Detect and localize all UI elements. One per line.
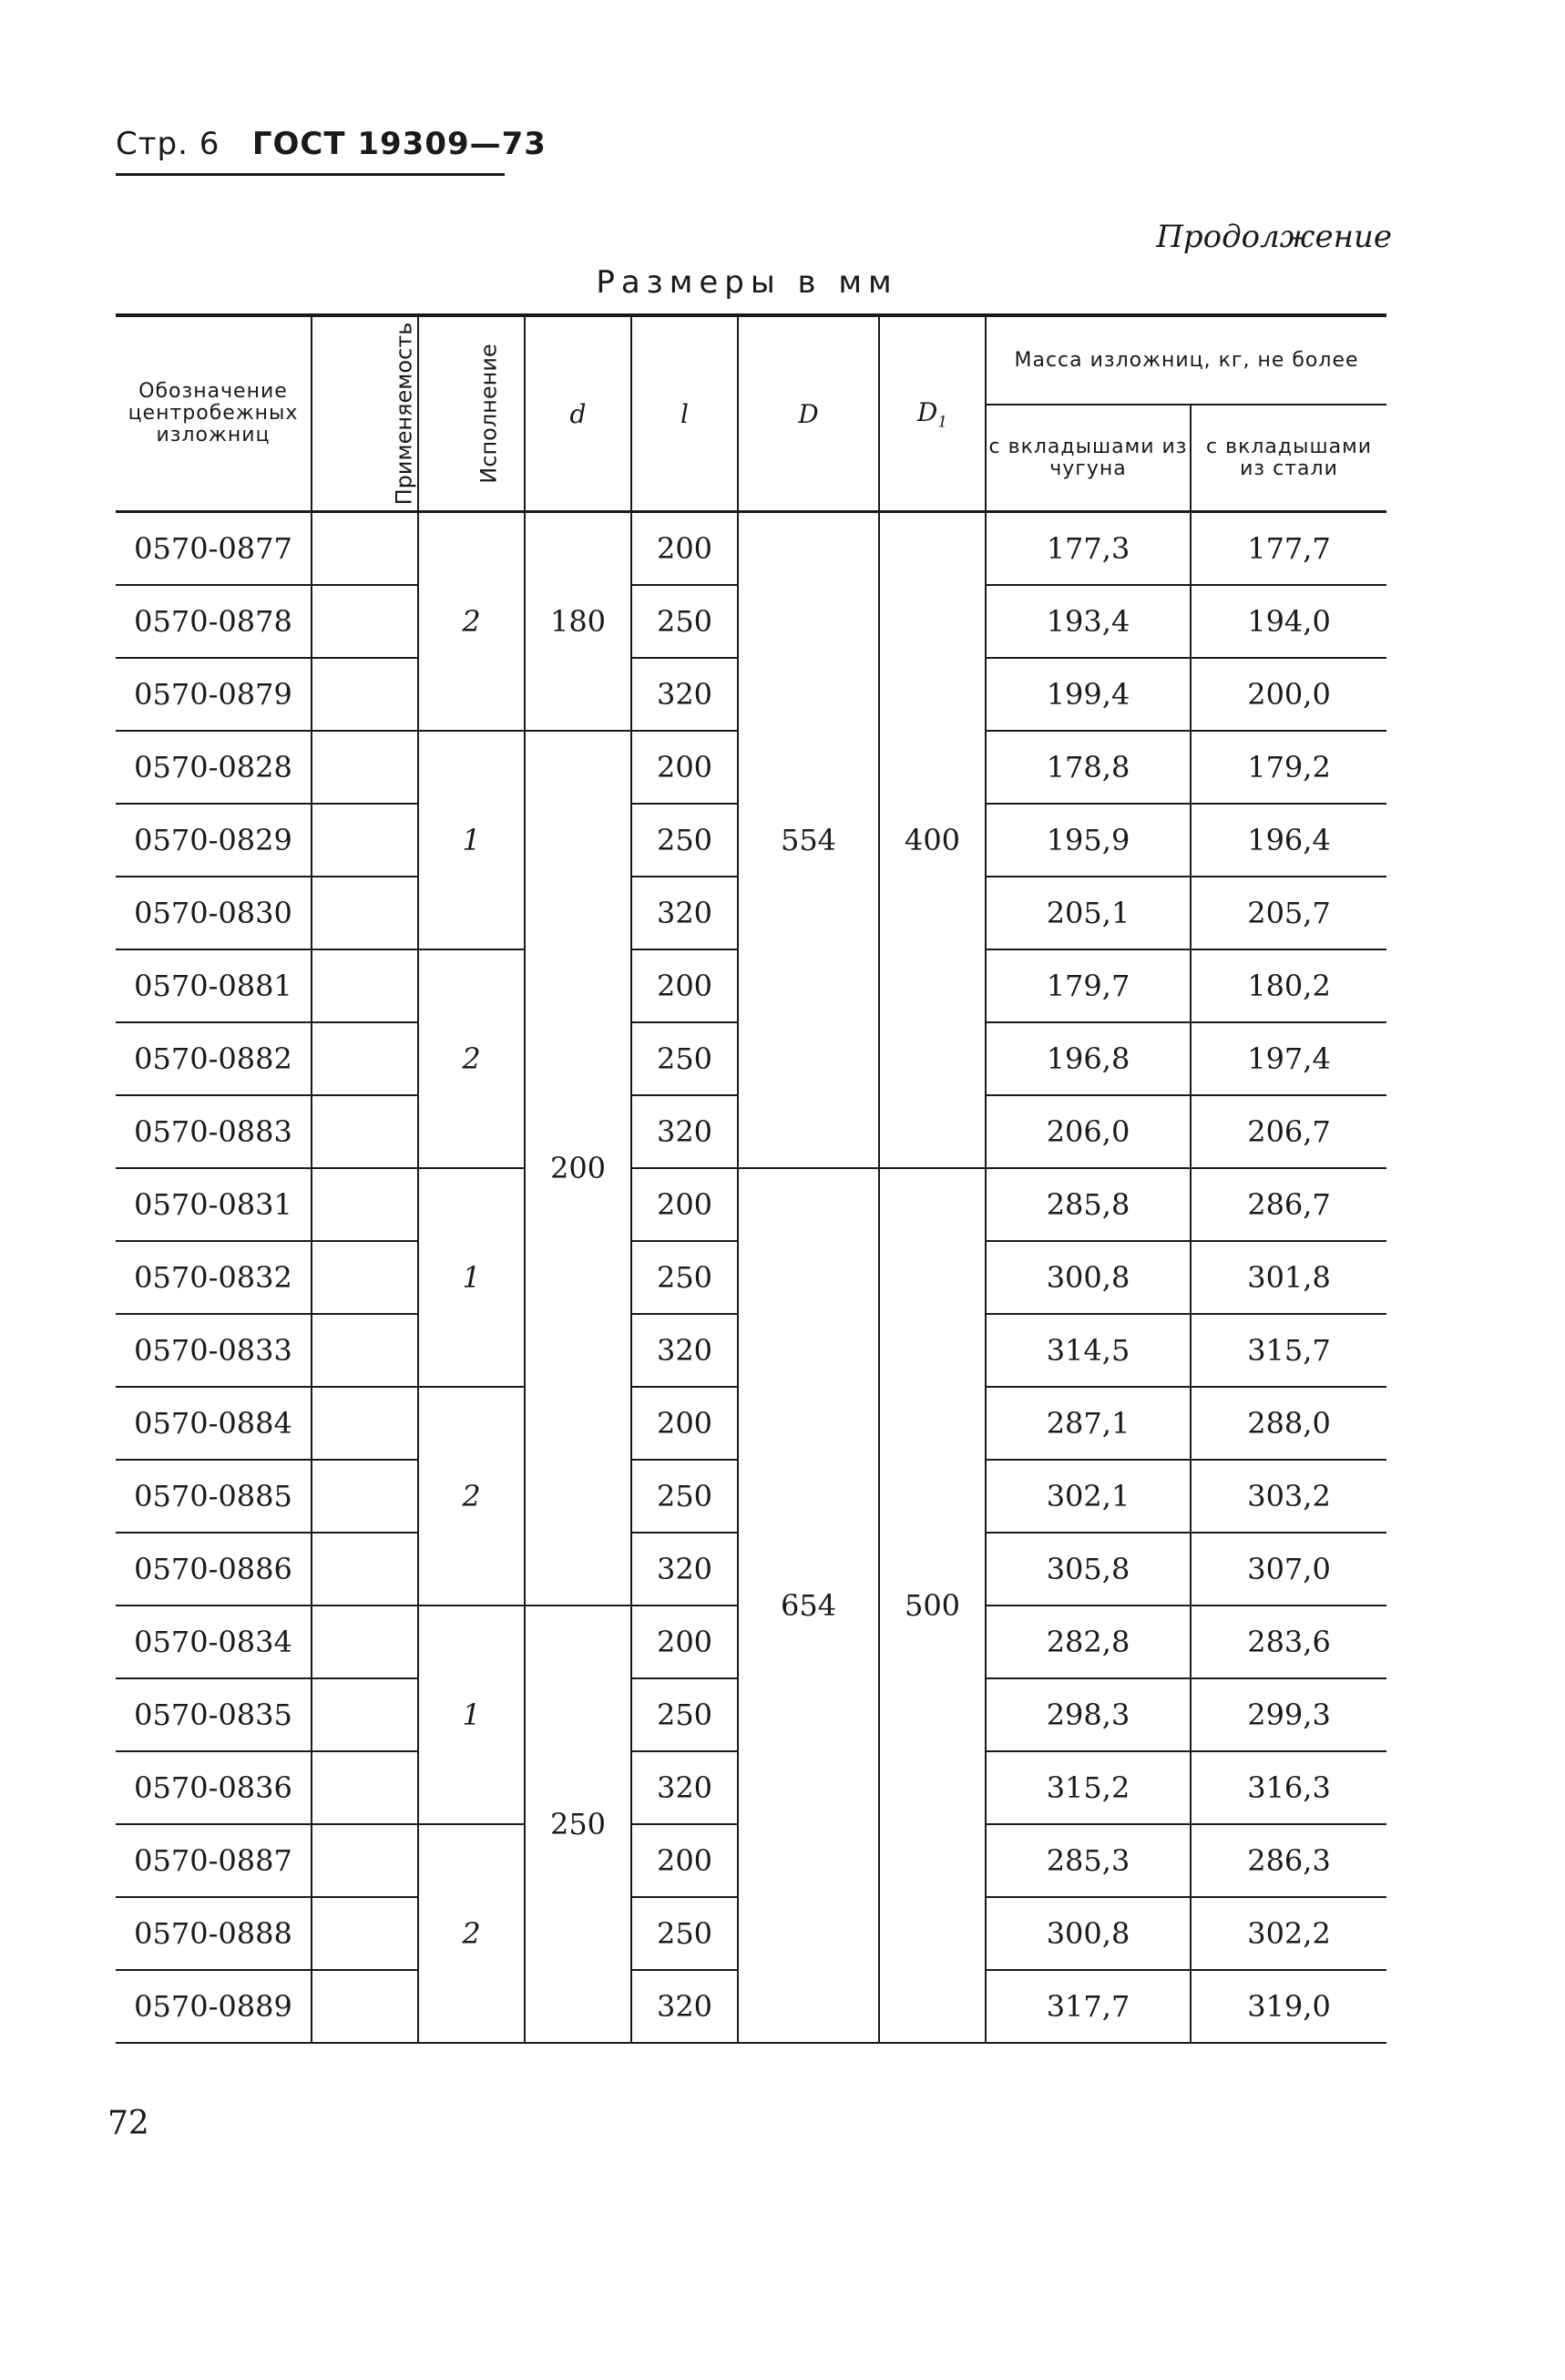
applicability-cell xyxy=(312,949,418,1022)
mass-iron-cell: 305,8 xyxy=(986,1533,1191,1605)
l-cell: 250 xyxy=(631,1897,738,1970)
col-header-designation: Обозначение центробежных изложниц xyxy=(116,315,312,512)
d-cell: 200 xyxy=(525,731,631,1605)
l-cell: 200 xyxy=(631,1605,738,1678)
applicability-cell xyxy=(312,1314,418,1387)
page-label: Стр. 6 xyxy=(116,126,220,162)
designation-cell: 0570-0831 xyxy=(116,1168,312,1241)
l-cell: 200 xyxy=(631,512,738,586)
applicability-cell xyxy=(312,1605,418,1678)
designation-cell: 0570-0889 xyxy=(116,1970,312,2043)
l-cell: 320 xyxy=(631,877,738,949)
l-cell: 200 xyxy=(631,949,738,1022)
designation-cell: 0570-0879 xyxy=(116,658,312,731)
mass-iron-cell: 298,3 xyxy=(986,1678,1191,1751)
mass-iron-cell: 179,7 xyxy=(986,949,1191,1022)
mass-iron-cell: 314,5 xyxy=(986,1314,1191,1387)
mass-iron-cell: 302,1 xyxy=(986,1460,1191,1533)
version-cell: 2 xyxy=(418,512,525,732)
applicability-cell xyxy=(312,1095,418,1168)
designation-cell: 0570-0836 xyxy=(116,1751,312,1824)
mass-iron-cell: 315,2 xyxy=(986,1751,1191,1824)
designation-cell: 0570-0832 xyxy=(116,1241,312,1314)
l-cell: 320 xyxy=(631,1095,738,1168)
continuation-label: Продолжение xyxy=(1156,219,1392,255)
col-header-l: l xyxy=(631,315,738,512)
l-cell: 320 xyxy=(631,1970,738,2043)
applicability-cell xyxy=(312,658,418,731)
designation-cell: 0570-0884 xyxy=(116,1387,312,1460)
mass-iron-cell: 317,7 xyxy=(986,1970,1191,2043)
l-cell: 250 xyxy=(631,1678,738,1751)
designation-cell: 0570-0886 xyxy=(116,1533,312,1605)
table-row xyxy=(116,1168,1386,1241)
mass-steel-cell: 205,7 xyxy=(1191,877,1386,949)
applicability-cell xyxy=(312,1970,418,2043)
l-cell: 250 xyxy=(631,1022,738,1095)
mass-steel-cell: 286,7 xyxy=(1191,1168,1386,1241)
version-cell: 2 xyxy=(418,1824,525,2043)
mass-steel-cell: 194,0 xyxy=(1191,585,1386,658)
mass-iron-cell: 206,0 xyxy=(986,1095,1191,1168)
version-cell: 1 xyxy=(418,1168,525,1387)
designation-cell: 0570-0878 xyxy=(116,585,312,658)
mass-iron-cell: 285,3 xyxy=(986,1824,1191,1897)
version-cell: 2 xyxy=(418,949,525,1168)
applicability-cell xyxy=(312,804,418,877)
designation-cell: 0570-0885 xyxy=(116,1460,312,1533)
mass-steel-cell: 206,7 xyxy=(1191,1095,1386,1168)
units-label: Размеры в мм xyxy=(596,264,898,301)
applicability-cell xyxy=(312,1387,418,1460)
designation-cell: 0570-0830 xyxy=(116,877,312,949)
version-cell: 1 xyxy=(418,731,525,949)
page-header xyxy=(116,126,547,162)
l-cell: 320 xyxy=(631,658,738,731)
mass-steel-cell: 179,2 xyxy=(1191,731,1386,804)
mass-iron-cell: 300,8 xyxy=(986,1241,1191,1314)
mass-steel-cell: 197,4 xyxy=(1191,1022,1386,1095)
designation-cell: 0570-0888 xyxy=(116,1897,312,1970)
mass-steel-cell: 286,3 xyxy=(1191,1824,1386,1897)
l-cell: 320 xyxy=(631,1751,738,1824)
D1-cell: 400 xyxy=(879,512,986,1169)
page-number: 72 xyxy=(107,2105,149,2142)
version-cell: 2 xyxy=(418,1387,525,1605)
applicability-cell xyxy=(312,1678,418,1751)
D-cell: 654 xyxy=(738,1168,879,2043)
l-cell: 250 xyxy=(631,1460,738,1533)
mass-steel-cell: 301,8 xyxy=(1191,1241,1386,1314)
mass-steel-cell: 180,2 xyxy=(1191,949,1386,1022)
l-cell: 200 xyxy=(631,1168,738,1241)
l-cell: 250 xyxy=(631,1241,738,1314)
mass-steel-cell: 307,0 xyxy=(1191,1533,1386,1605)
mass-iron-cell: 195,9 xyxy=(986,804,1191,877)
col-header-version: Исполнение xyxy=(418,315,525,512)
mass-iron-cell: 199,4 xyxy=(986,658,1191,731)
mass-steel-cell: 200,0 xyxy=(1191,658,1386,731)
mass-steel-cell: 283,6 xyxy=(1191,1605,1386,1678)
applicability-cell xyxy=(312,1168,418,1241)
d-cell: 250 xyxy=(525,1605,631,2043)
col-header-D: D xyxy=(738,315,879,512)
mass-steel-cell: 303,2 xyxy=(1191,1460,1386,1533)
l-cell: 250 xyxy=(631,585,738,658)
l-cell: 320 xyxy=(631,1533,738,1605)
applicability-cell xyxy=(312,1241,418,1314)
D1-cell: 500 xyxy=(879,1168,986,2043)
designation-cell: 0570-0882 xyxy=(116,1022,312,1095)
header-rule xyxy=(116,173,505,176)
mass-iron-cell: 193,4 xyxy=(986,585,1191,658)
mass-steel-cell: 302,2 xyxy=(1191,1897,1386,1970)
mass-steel-cell: 288,0 xyxy=(1191,1387,1386,1460)
mass-iron-cell: 287,1 xyxy=(986,1387,1191,1460)
applicability-cell xyxy=(312,877,418,949)
applicability-cell xyxy=(312,512,418,586)
col-header-d: d xyxy=(525,315,631,512)
mass-steel-cell: 316,3 xyxy=(1191,1751,1386,1824)
standard-number: ГОСТ 19309—73 xyxy=(251,126,547,162)
mass-steel-cell: 196,4 xyxy=(1191,804,1386,877)
applicability-cell xyxy=(312,585,418,658)
mass-iron-cell: 177,3 xyxy=(986,512,1191,586)
l-cell: 200 xyxy=(631,731,738,804)
designation-cell: 0570-0881 xyxy=(116,949,312,1022)
mass-steel-cell: 299,3 xyxy=(1191,1678,1386,1751)
mass-steel-cell: 319,0 xyxy=(1191,1970,1386,2043)
designation-cell: 0570-0828 xyxy=(116,731,312,804)
l-cell: 320 xyxy=(631,1314,738,1387)
designation-cell: 0570-0833 xyxy=(116,1314,312,1387)
mass-steel-cell: 177,7 xyxy=(1191,512,1386,586)
D-cell: 554 xyxy=(738,512,879,1169)
l-cell: 200 xyxy=(631,1824,738,1897)
col-header-D1: $D_1$ xyxy=(879,315,986,512)
designation-cell: 0570-0877 xyxy=(116,512,312,586)
applicability-cell xyxy=(312,1022,418,1095)
applicability-cell xyxy=(312,1824,418,1897)
designation-cell: 0570-0829 xyxy=(116,804,312,877)
version-cell: 1 xyxy=(418,1605,525,1824)
col-header-mass-iron: с вкладышами из чугуна xyxy=(986,405,1191,512)
table-row xyxy=(116,512,1386,586)
mass-iron-cell: 205,1 xyxy=(986,877,1191,949)
designation-cell: 0570-0835 xyxy=(116,1678,312,1751)
designation-cell: 0570-0834 xyxy=(116,1605,312,1678)
applicability-cell xyxy=(312,1897,418,1970)
designation-cell: 0570-0883 xyxy=(116,1095,312,1168)
col-header-mass-steel: с вкладышами из стали xyxy=(1191,405,1386,512)
d-cell: 180 xyxy=(525,512,631,732)
l-cell: 200 xyxy=(631,1387,738,1460)
l-cell: 250 xyxy=(631,804,738,877)
mass-iron-cell: 282,8 xyxy=(986,1605,1191,1678)
designation-cell: 0570-0887 xyxy=(116,1824,312,1897)
applicability-cell xyxy=(312,1751,418,1824)
col-header-applicability: Применяемость xyxy=(312,315,418,512)
mass-iron-cell: 300,8 xyxy=(986,1897,1191,1970)
col-header-mass-group: Масса изложниц, кг, не более xyxy=(986,315,1386,405)
applicability-cell xyxy=(312,1533,418,1605)
mass-iron-cell: 178,8 xyxy=(986,731,1191,804)
dimensions-table xyxy=(116,313,1386,2044)
applicability-cell xyxy=(312,1460,418,1533)
mass-iron-cell: 285,8 xyxy=(986,1168,1191,1241)
mass-steel-cell: 315,7 xyxy=(1191,1314,1386,1387)
mass-iron-cell: 196,8 xyxy=(986,1022,1191,1095)
applicability-cell xyxy=(312,731,418,804)
